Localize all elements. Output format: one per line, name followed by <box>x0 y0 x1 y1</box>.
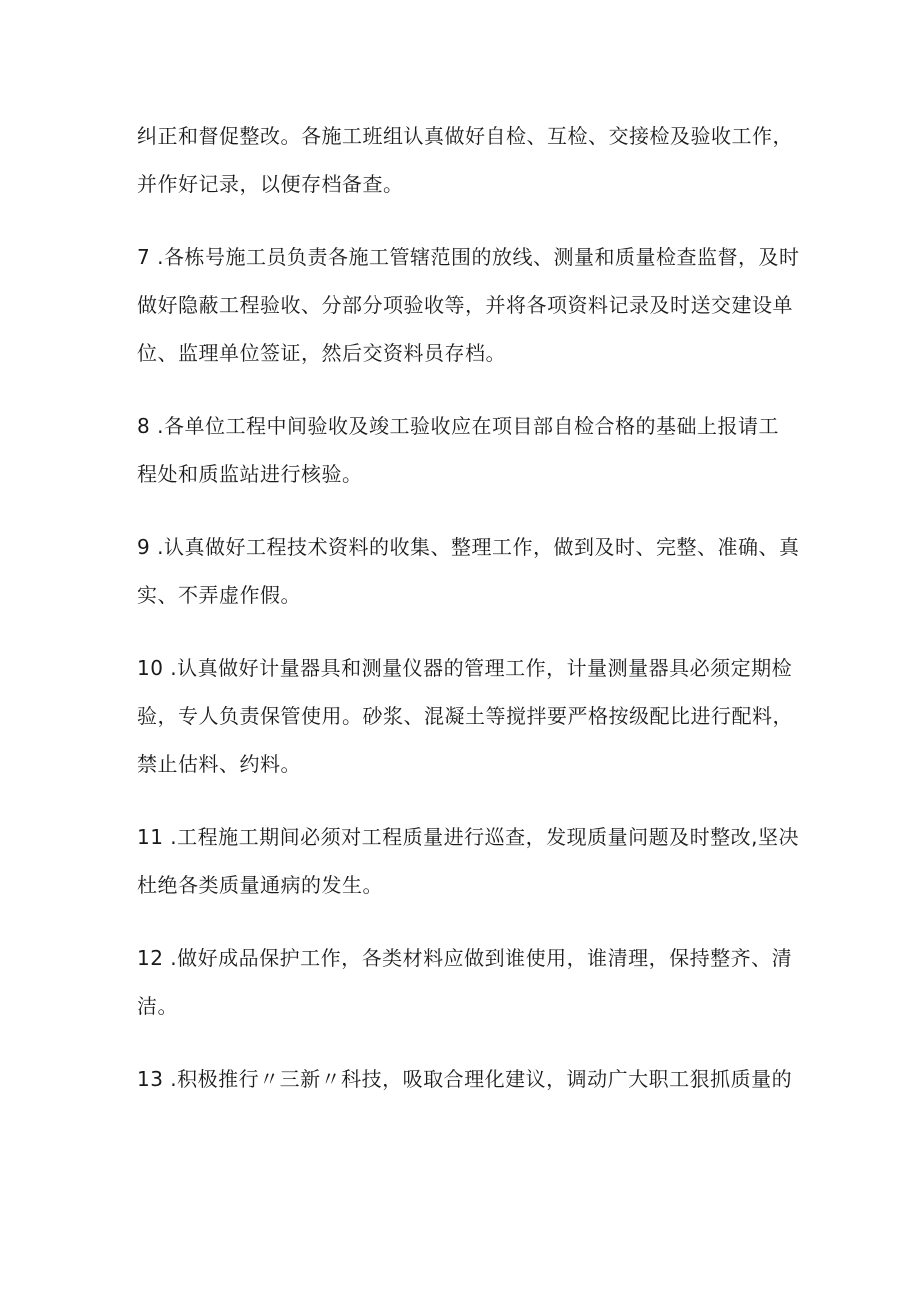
text-line: 实、不弄虚作假。 <box>137 583 301 607</box>
text-line: 9 .认真做好工程技术资料的收集、整理工作，做到及时、完整、准确、真 <box>137 535 800 559</box>
text-line: 12 .做好成品保护工作，各类材料应做到谁使用，谁清理，保持整齐、清 <box>137 946 793 970</box>
text-line: 11 .工程施工期间必须对工程质量进行巡查，发现质量问题及时整改,坚决 <box>137 825 800 849</box>
text-line: 位、监理单位签证，然后交资料员存档。 <box>137 341 506 365</box>
document-body <box>137 112 800 1103</box>
paragraph-item-13 <box>137 1055 792 1103</box>
text-line: 洁。 <box>137 994 178 1018</box>
text-line: 13 .积极推行〃三新〃科技，吸取合理化建议，调动广大职工狠抓质量的 <box>137 1067 793 1091</box>
text-line: 纠正和督促整改。各施工班组认真做好自检、互检、交接检及验收工作， <box>137 124 793 148</box>
text-line: 杜绝各类质量通病的发生。 <box>137 873 383 897</box>
paragraph-continuation <box>137 112 792 208</box>
paragraph-item-11 <box>137 813 800 909</box>
paragraph-item-9 <box>137 523 800 619</box>
text-line: 禁止估料、约料。 <box>137 752 301 776</box>
paragraph-item-12 <box>137 934 792 1030</box>
text-line: 10 .认真做好计量器具和测量仪器的管理工作，计量测量器具必须定期检 <box>137 656 793 680</box>
text-line: 程处和质监站进行核验。 <box>137 462 363 486</box>
paragraph-item-7 <box>137 233 800 377</box>
text-line: 7 .各栋号施工员负责各施工管辖范围的放线、测量和质量检查监督，及时 <box>137 245 800 269</box>
paragraph-item-8 <box>137 402 792 498</box>
text-line: 做好隐蔽工程验收、分部分项验收等，并将各项资料记录及时送交建设单 <box>137 293 793 317</box>
text-line: 并作好记录，以便存档备查。 <box>137 172 404 196</box>
paragraph-item-10 <box>137 644 792 788</box>
text-line: 验，专人负责保管使用。砂浆、混凝土等搅拌要严格按级配比进行配料， <box>137 704 793 728</box>
text-line: 8 .各单位工程中间验收及竣工验收应在项目部自检合格的基础上报请工 <box>137 414 779 438</box>
